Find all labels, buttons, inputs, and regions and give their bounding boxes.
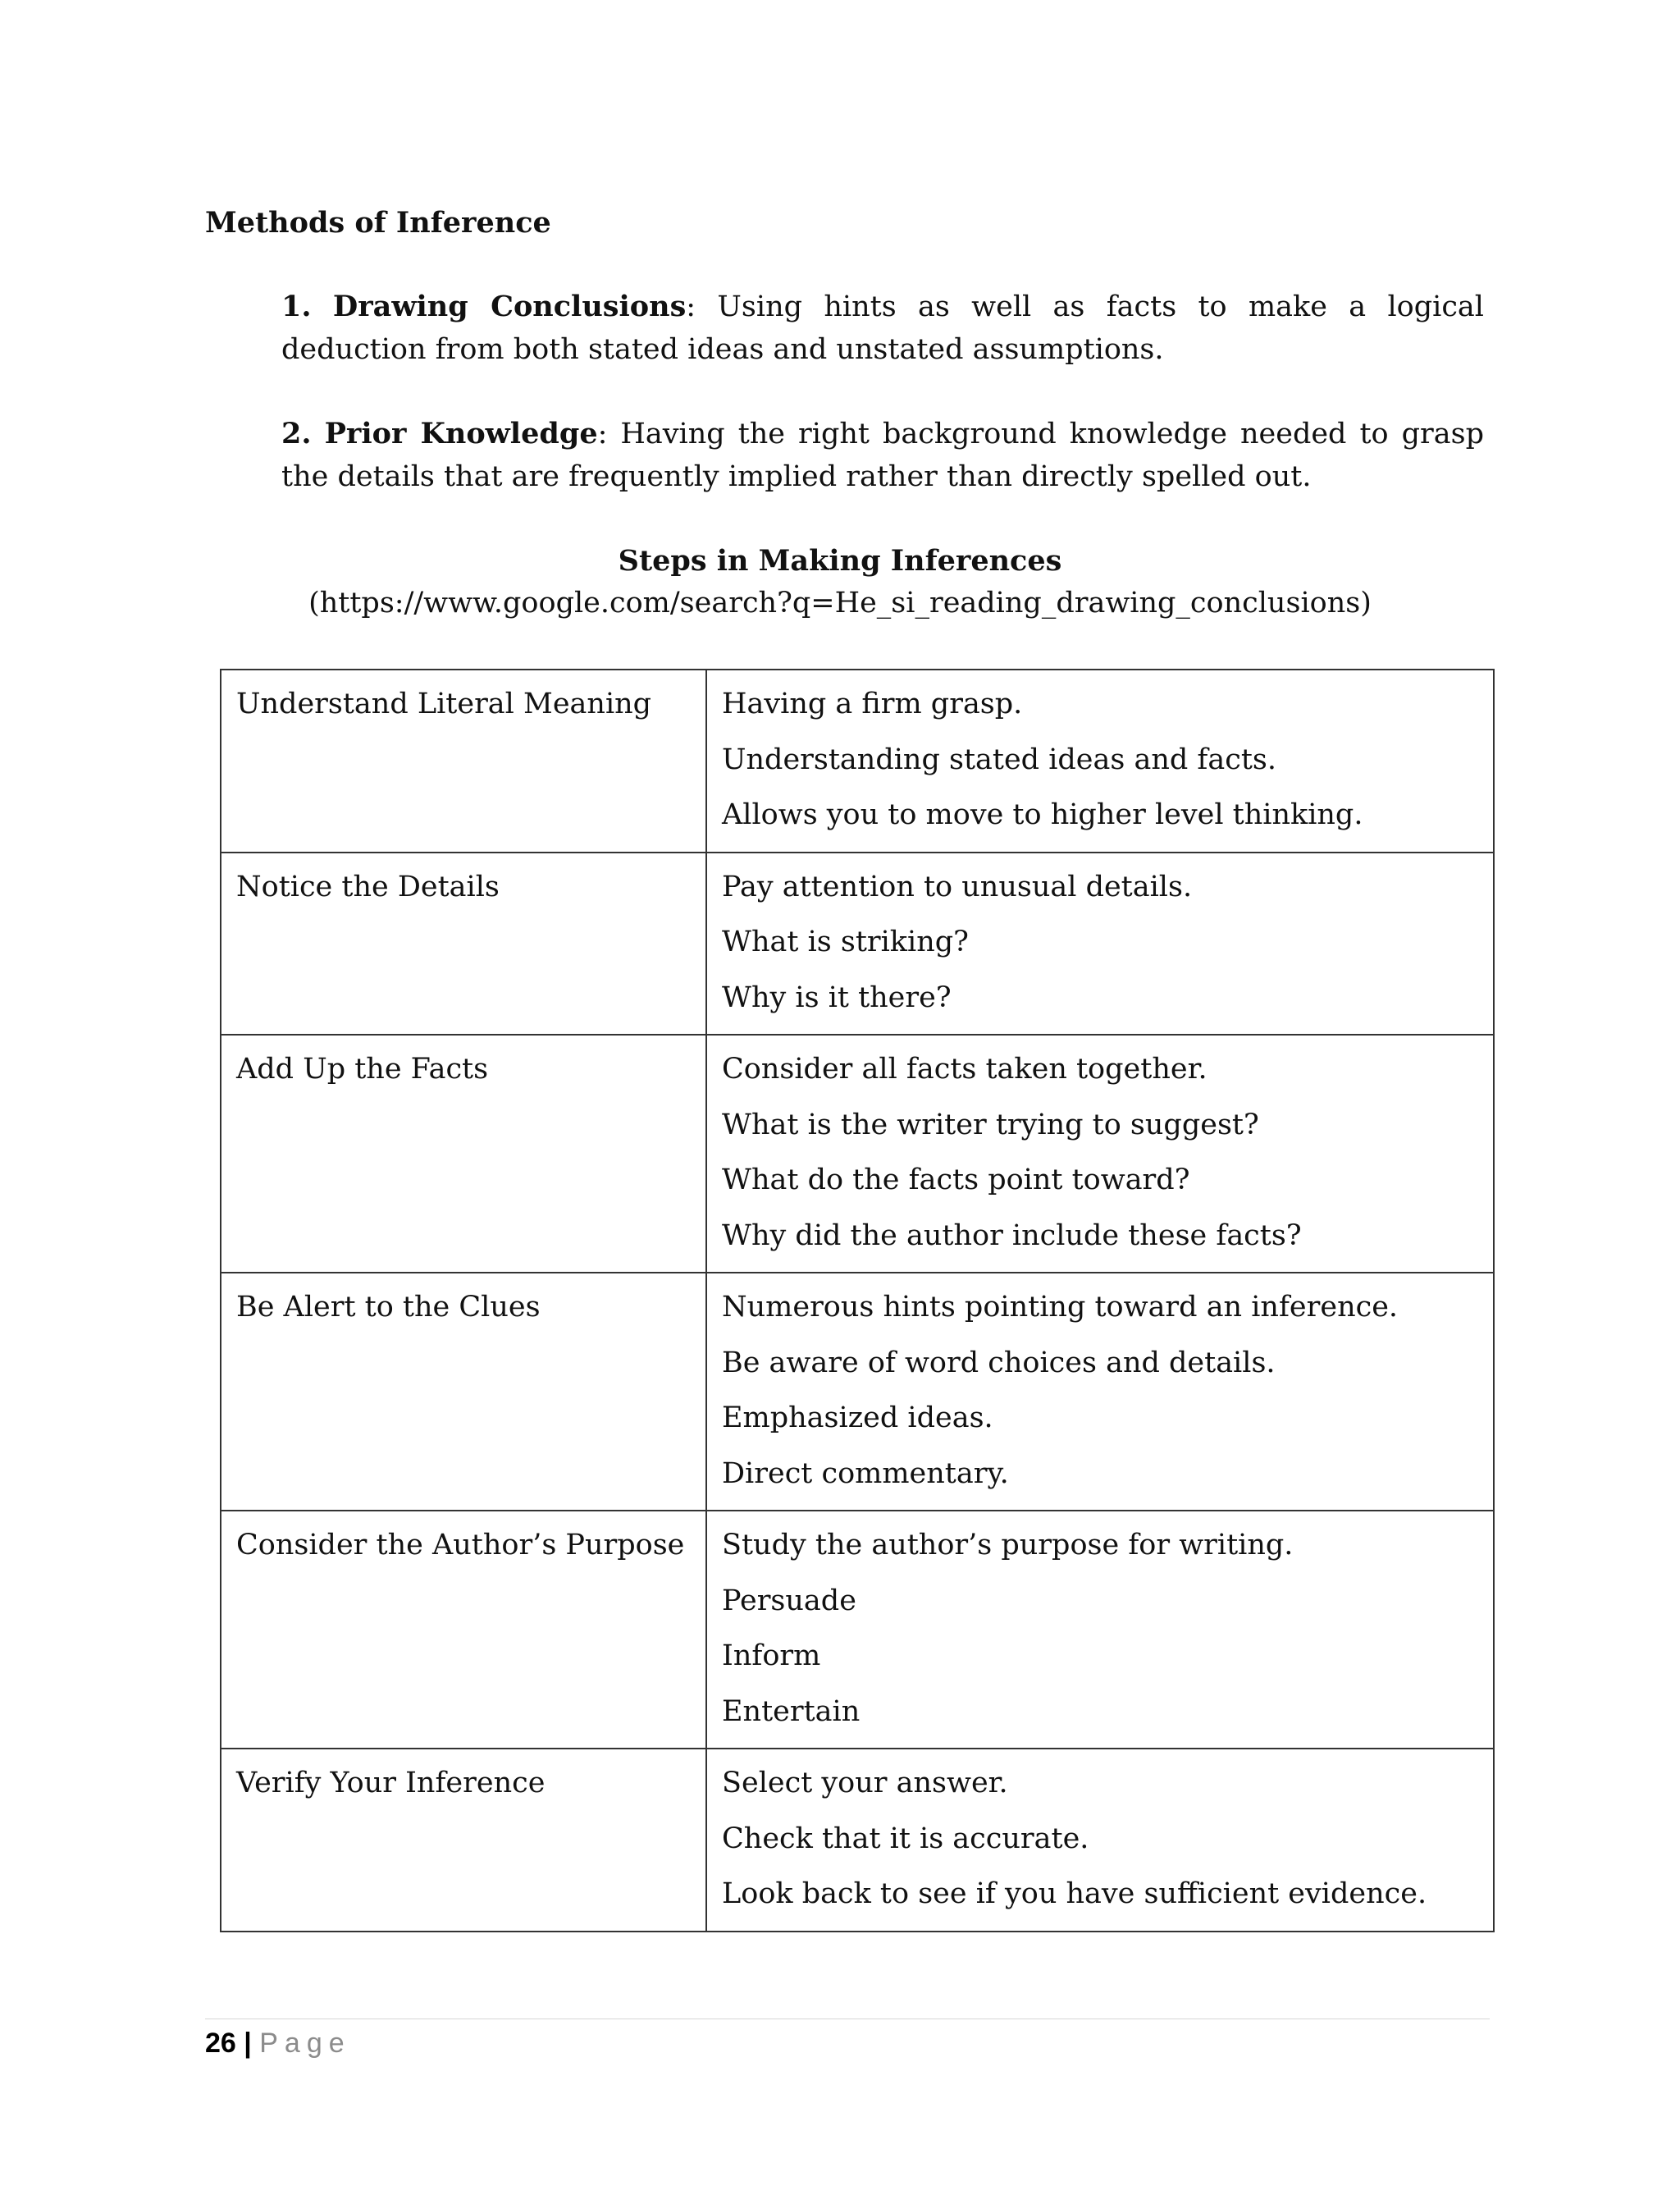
step-name-cell: Add Up the Facts xyxy=(221,1035,706,1273)
table-row xyxy=(221,1035,1494,1273)
step-detail-line: Numerous hints pointing toward an inference. xyxy=(722,1291,1399,1324)
step-detail-line: Why is it there? xyxy=(722,981,952,1014)
step-details-cell xyxy=(706,1273,1494,1511)
step-name-cell: Be Alert to the Clues xyxy=(221,1273,706,1511)
step-detail-line: What do the facts point toward? xyxy=(722,1164,1190,1196)
step-name-cell: Notice the Details xyxy=(221,853,706,1036)
page-label: Page xyxy=(259,2028,351,2059)
step-detail-line: Entertain xyxy=(722,1694,861,1728)
table-row xyxy=(221,1749,1494,1932)
table-row xyxy=(221,853,1494,1036)
step-detail-line: Having a firm grasp. xyxy=(722,688,1023,720)
step-detail-line: Direct commentary. xyxy=(722,1456,1009,1490)
steps-table xyxy=(220,669,1495,1932)
page-footer xyxy=(205,2025,351,2061)
method-definition: : Using hints as well as facts to make a logical deduction from both stated ideas and unstated assumptions. xyxy=(281,290,1484,366)
step-name-cell: Verify Your Inference xyxy=(221,1749,706,1932)
step-detail-line: Consider all facts taken together. xyxy=(722,1053,1208,1086)
steps-title: Steps in Making Inferences xyxy=(618,544,1062,578)
step-detail-line: Persuade xyxy=(722,1584,856,1617)
step-detail-line: Study the author’s purpose for writing. xyxy=(722,1529,1294,1561)
step-detail-line: Emphasized ideas. xyxy=(722,1401,993,1434)
step-detail-line: Allows you to move to higher level thinking. xyxy=(722,798,1363,831)
step-detail-line: Understanding stated ideas and facts. xyxy=(722,743,1276,776)
step-detail-line: Pay attention to unusual details. xyxy=(722,870,1193,903)
step-name-cell: Understand Literal Meaning xyxy=(221,670,706,853)
step-detail-line: What is the writer trying to suggest? xyxy=(722,1108,1259,1141)
table-row xyxy=(221,1273,1494,1511)
step-detail-line: Select your answer. xyxy=(722,1767,1008,1799)
step-name-cell: Consider the Author’s Purpose xyxy=(221,1511,706,1749)
step-details-cell xyxy=(706,1511,1494,1749)
steps-source: (https://www.google.com/search?q=He_si_reading_drawing_conclusions) xyxy=(308,587,1372,620)
method-number: 1. xyxy=(281,290,312,323)
footer-separator: | xyxy=(244,2028,252,2059)
table-row xyxy=(221,1511,1494,1749)
step-details-cell xyxy=(706,1035,1494,1273)
step-detail-line: Why did the author include these facts? xyxy=(722,1218,1302,1252)
step-details-cell xyxy=(706,670,1494,853)
table-row xyxy=(221,670,1494,853)
step-detail-line: Check that it is accurate. xyxy=(722,1822,1089,1855)
step-detail-line: Inform xyxy=(722,1639,821,1672)
section-heading: Methods of Inference xyxy=(205,206,551,240)
step-detail-line: Look back to see if you have sufficient evidence. xyxy=(722,1877,1427,1910)
method-item xyxy=(281,286,1484,371)
method-term: Prior Knowledge xyxy=(324,417,598,450)
method-number: 2. xyxy=(281,417,312,450)
step-detail-line: Be aware of word choices and details. xyxy=(722,1346,1276,1379)
method-definition: : Having the right background knowledge needed to grasp the details that are frequently implied rather than directly spelled out. xyxy=(281,418,1484,493)
step-detail-line: What is striking? xyxy=(722,926,969,958)
page-number: 26 xyxy=(205,2028,236,2059)
step-details-cell xyxy=(706,853,1494,1036)
step-details-cell xyxy=(706,1749,1494,1932)
method-term: Drawing Conclusions xyxy=(332,290,687,323)
method-item xyxy=(281,413,1484,498)
